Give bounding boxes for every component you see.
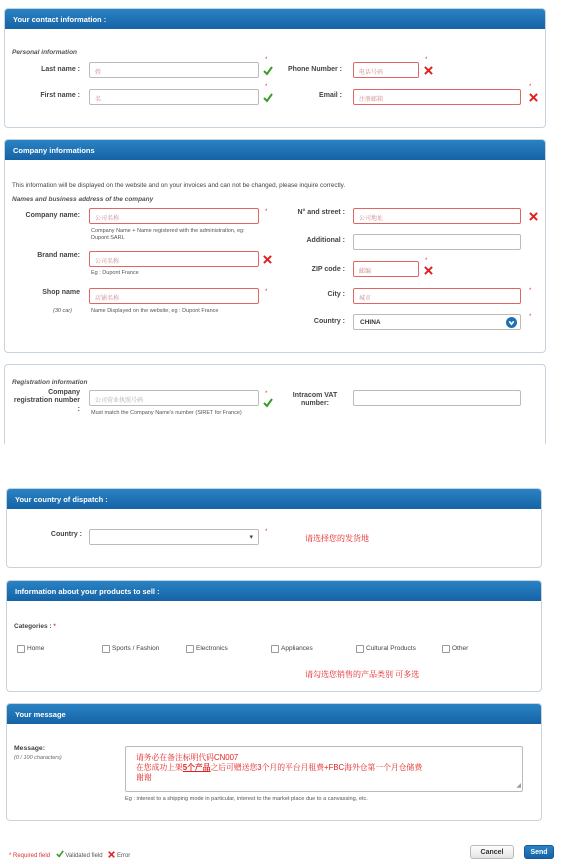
registration-title: Registration information — [12, 379, 88, 386]
dispatch-header: Your country of dispatch : — [7, 489, 541, 509]
message-line-1: 请务必在备注标明代码CN007 — [136, 753, 239, 762]
validated-legend: Validated field — [65, 853, 103, 859]
registration-number-input[interactable]: 公司营业执照号码 — [89, 390, 259, 406]
company-name-hint: Company Name + Name registered with the administration, eg: Dupont SARL — [91, 228, 245, 241]
company-header: Company informations — [5, 140, 545, 160]
error-legend: Error — [116, 853, 131, 859]
message-label: Message: — [14, 745, 45, 752]
registration-panel — [4, 364, 546, 444]
products-header: Information about your products to sell : — [7, 581, 541, 601]
city-label: City : — [327, 291, 345, 298]
additional-input[interactable] — [353, 234, 521, 250]
phone-label: Phone Number : — [287, 66, 342, 73]
country-select[interactable] — [353, 314, 521, 330]
required-legend: * Required field — [9, 853, 51, 859]
dispatch-country-label: Country : — [50, 531, 82, 538]
email-input[interactable]: 注册邮箱 — [353, 89, 521, 105]
error-icon — [529, 93, 538, 102]
shop-name-input[interactable]: 店铺名称 — [89, 288, 259, 304]
street-input[interactable]: 公司地址 — [353, 208, 521, 224]
phone-required: * — [425, 57, 428, 63]
checkmark-icon — [263, 93, 273, 103]
message-line-2-post: 之后可赠送您3个月的平台月租费+FBC海外仓第一个月仓储费 — [210, 763, 423, 773]
error-icon — [424, 266, 433, 275]
category-label-home: Home — [27, 645, 45, 652]
form-legend — [9, 850, 130, 859]
products-panel — [6, 580, 542, 692]
shop-name-hint: Name Displayed on the website, eg : Dupont France — [91, 308, 219, 314]
category-checkbox-sports-fashion[interactable] — [102, 645, 110, 653]
products-note: 请勾选您销售的产品类别 可多选 — [305, 670, 420, 679]
country-select-value: CHINA — [360, 319, 381, 326]
error-icon — [108, 851, 115, 858]
registration-required: * — [265, 391, 268, 397]
category-checkbox-home[interactable] — [17, 645, 25, 653]
company-intro: This information will be displayed on the website and on your invoices and can not be changed, please inquire correctly. — [12, 182, 346, 189]
category-label-other: Other — [452, 645, 469, 652]
country-label: Country : — [313, 318, 345, 325]
category-label-cultural-products: Cultural Products — [366, 645, 416, 652]
category-checkbox-other[interactable] — [442, 645, 450, 653]
brand-name-hint: Eg : Dupont France — [91, 270, 139, 276]
resize-handle-icon[interactable]: ◢ — [516, 783, 521, 790]
categories-label-text: Categories : — [14, 623, 52, 630]
category-checkbox-cultural-products[interactable] — [356, 645, 364, 653]
email-required: * — [529, 84, 532, 90]
message-header: Your message — [7, 704, 541, 724]
zip-label: ZIP code : — [311, 266, 345, 273]
categories-label — [14, 623, 56, 630]
error-icon — [263, 255, 272, 264]
additional-label: Additional : — [306, 237, 345, 244]
vat-input[interactable] — [353, 390, 521, 406]
dispatch-country-required: * — [265, 529, 268, 535]
email-label: Email : — [319, 92, 342, 99]
category-checkbox-appliances[interactable] — [271, 645, 279, 653]
country-required: * — [529, 314, 532, 320]
shop-name-label: Shop name — [42, 289, 80, 296]
first-name-input[interactable]: 名 — [89, 89, 259, 105]
category-checkbox-electronics[interactable] — [186, 645, 194, 653]
dispatch-country-select[interactable] — [89, 529, 259, 545]
city-required: * — [529, 288, 532, 294]
message-hint: Eg : interest to a shipping mode in particular, interest to the market place due to a canvassing, etc. — [125, 796, 368, 802]
dispatch-panel — [6, 488, 542, 568]
last-name-input[interactable]: 姓 — [89, 62, 259, 78]
message-char-count: (0 / 100 characters) — [14, 755, 62, 761]
last-name-label: Last name : — [41, 66, 80, 73]
street-label: N° and street : — [297, 209, 345, 216]
message-line-2-bold: 5个产品 — [182, 763, 211, 773]
category-label-electronics: Electronics — [196, 645, 228, 652]
personal-info-title: Personal information — [12, 49, 78, 56]
message-line-3: 谢谢 — [136, 773, 152, 783]
contact-panel — [4, 8, 546, 128]
shop-name-required: * — [265, 289, 268, 295]
registration-hint: Must match the Company Name's number (SIRET for France) — [91, 410, 242, 416]
brand-name-label: Brand name: — [37, 252, 80, 259]
chevron-down-icon: ▾ — [249, 534, 253, 541]
last-name-required: * — [265, 57, 268, 63]
chevron-down-icon — [506, 317, 517, 328]
dispatch-note: 请选择您的发货地 — [305, 534, 369, 543]
send-button[interactable]: Send — [524, 845, 554, 859]
company-name-label: Company name: — [25, 212, 80, 219]
city-input[interactable]: 城市 — [353, 288, 521, 304]
message-panel — [6, 703, 542, 821]
first-name-label: First name : — [40, 92, 80, 99]
categories-required: * — [53, 624, 56, 630]
phone-input[interactable]: 电话号码 — [353, 62, 419, 78]
vat-label: Intracom VAT number: — [292, 392, 338, 408]
category-label-appliances: Appliances — [281, 645, 313, 652]
contact-header: Your contact information : — [5, 9, 545, 29]
message-textarea[interactable] — [125, 746, 523, 792]
first-name-required: * — [265, 84, 268, 90]
company-address-title: Names and business address of the company — [12, 196, 154, 203]
shop-name-count: (30 car) — [53, 308, 72, 314]
brand-name-input[interactable]: 公司名称 — [89, 251, 259, 267]
checkmark-icon — [263, 398, 273, 408]
checkmark-icon — [263, 66, 273, 76]
zip-required: * — [425, 258, 428, 264]
checkmark-icon — [56, 850, 64, 858]
message-line-2-pre: 在您成功上架 — [136, 763, 183, 773]
zip-input[interactable]: 邮编 — [353, 261, 419, 277]
cancel-button[interactable]: Cancel — [470, 845, 514, 859]
company-name-input[interactable]: 公司名称 — [89, 208, 259, 224]
message-line-2 — [136, 763, 522, 773]
error-icon — [424, 66, 433, 75]
company-panel — [4, 139, 546, 353]
registration-number-label: Company registration number : — [13, 389, 80, 413]
company-name-required: * — [265, 209, 268, 215]
category-label-sports-fashion: Sports / Fashion — [112, 645, 160, 652]
error-icon — [529, 212, 538, 221]
